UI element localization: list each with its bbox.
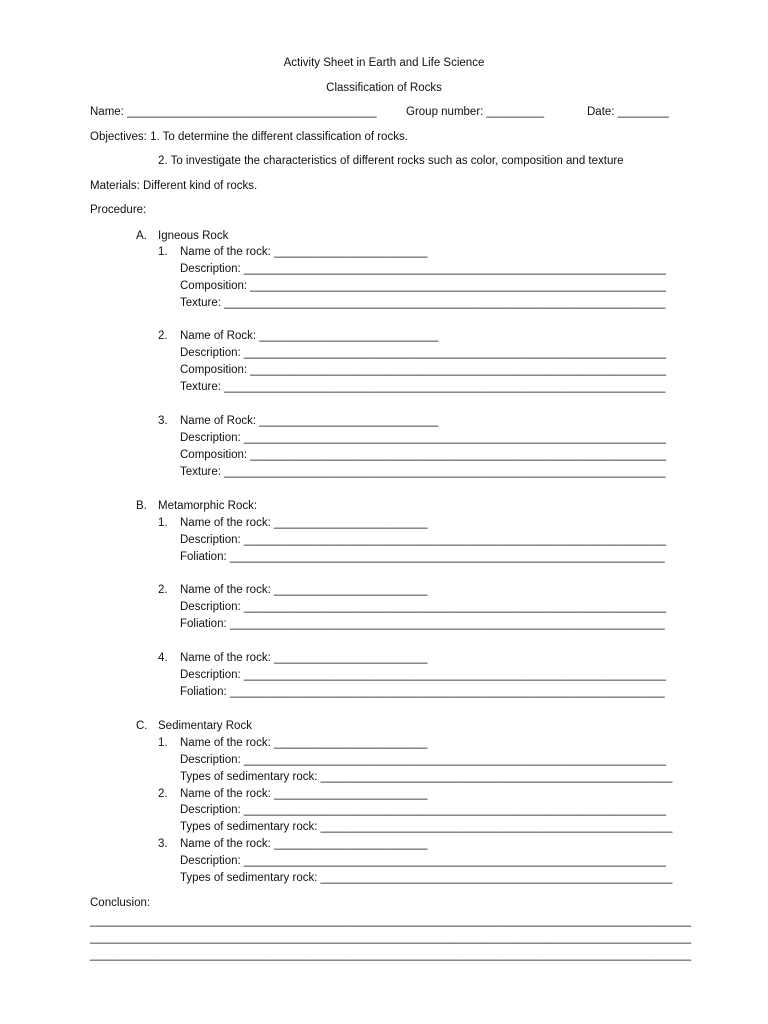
- igneous-1-name: Name of the rock: ________________________: [180, 246, 428, 258]
- objective-2: 2. To investigate the characteristics of different rocks such as color, composition and texture: [158, 155, 624, 167]
- item-marker: 1.: [158, 246, 168, 258]
- sedimentary-heading: Sedimentary Rock: [158, 720, 252, 732]
- metamorphic-1-name: Name of the rock: ________________________: [180, 517, 428, 529]
- group-number-field: Group number: _________: [406, 106, 545, 118]
- metamorphic-3-description: Description: __________________________________________________________________: [180, 669, 667, 681]
- sedimentary-3-types: Types of sedimentary rock: _______________________________________________________: [180, 872, 673, 884]
- metamorphic-2-name: Name of the rock: ________________________: [180, 584, 428, 596]
- igneous-3-name: Name of Rock: ____________________________: [180, 415, 439, 427]
- sheet-subtitle: Classification of Rocks: [326, 82, 442, 94]
- igneous-1-composition: Composition: _________________________________________________________________: [180, 280, 667, 292]
- item-marker: 3.: [158, 838, 168, 850]
- name-field: Name: _______________________________________: [90, 106, 377, 118]
- igneous-2-description: Description: __________________________________________________________________: [180, 347, 667, 359]
- procedure-label: Procedure:: [90, 204, 147, 216]
- item-marker: 2.: [158, 788, 168, 800]
- item-marker: 1.: [158, 737, 168, 749]
- metamorphic-2-foliation: Foliation: ____________________________________________________________________: [180, 618, 665, 630]
- igneous-2-name: Name of Rock: ____________________________: [180, 330, 439, 342]
- objective-1: Objectives: 1. To determine the different classification of rocks.: [90, 131, 408, 143]
- section-marker: C.: [136, 720, 148, 732]
- conclusion-line: ______________________________________________________________________________________________: [90, 932, 692, 944]
- igneous-2-texture: Texture: _____________________________________________________________________: [180, 381, 666, 393]
- igneous-3-texture: Texture: _____________________________________________________________________: [180, 466, 666, 478]
- item-marker: 4.: [158, 652, 168, 664]
- igneous-3-composition: Composition: _________________________________________________________________: [180, 449, 667, 461]
- sedimentary-2-types: Types of sedimentary rock: _______________________________________________________: [180, 821, 673, 833]
- item-marker: 2.: [158, 584, 168, 596]
- igneous-1-description: Description: __________________________________________________________________: [180, 263, 667, 275]
- metamorphic-heading: Metamorphic Rock:: [158, 500, 258, 512]
- materials: Materials: Different kind of rocks.: [90, 180, 258, 192]
- metamorphic-3-foliation: Foliation: ____________________________________________________________________: [180, 686, 665, 698]
- sedimentary-1-name: Name of the rock: ________________________: [180, 737, 428, 749]
- conclusion-label: Conclusion:: [90, 897, 151, 909]
- conclusion-line: ______________________________________________________________________________________________: [90, 915, 692, 927]
- date-field: Date: ________: [587, 106, 669, 118]
- section-marker: B.: [136, 500, 147, 512]
- item-marker: 2.: [158, 330, 168, 342]
- igneous-3-description: Description: __________________________________________________________________: [180, 432, 667, 444]
- sedimentary-1-description: Description: __________________________________________________________________: [180, 754, 667, 766]
- sheet-title: Activity Sheet in Earth and Life Science: [283, 57, 485, 69]
- sedimentary-3-description: Description: __________________________________________________________________: [180, 855, 667, 867]
- conclusion-line: ______________________________________________________________________________________________: [90, 949, 692, 961]
- sedimentary-1-types: Types of sedimentary rock: _______________________________________________________: [180, 771, 673, 783]
- sedimentary-2-description: Description: __________________________________________________________________: [180, 804, 667, 816]
- item-marker: 1.: [158, 517, 168, 529]
- section-marker: A.: [136, 230, 147, 242]
- igneous-2-composition: Composition: _________________________________________________________________: [180, 364, 667, 376]
- metamorphic-1-foliation: Foliation: ____________________________________________________________________: [180, 551, 665, 563]
- igneous-heading: Igneous Rock: [158, 230, 229, 242]
- metamorphic-1-description: Description: __________________________________________________________________: [180, 534, 667, 546]
- metamorphic-2-description: Description: __________________________________________________________________: [180, 601, 667, 613]
- igneous-1-texture: Texture: _____________________________________________________________________: [180, 297, 666, 309]
- metamorphic-3-name: Name of the rock: ________________________: [180, 652, 428, 664]
- item-marker: 3.: [158, 415, 168, 427]
- sedimentary-2-name: Name of the rock: ________________________: [180, 788, 428, 800]
- sedimentary-3-name: Name of the rock: ________________________: [180, 838, 428, 850]
